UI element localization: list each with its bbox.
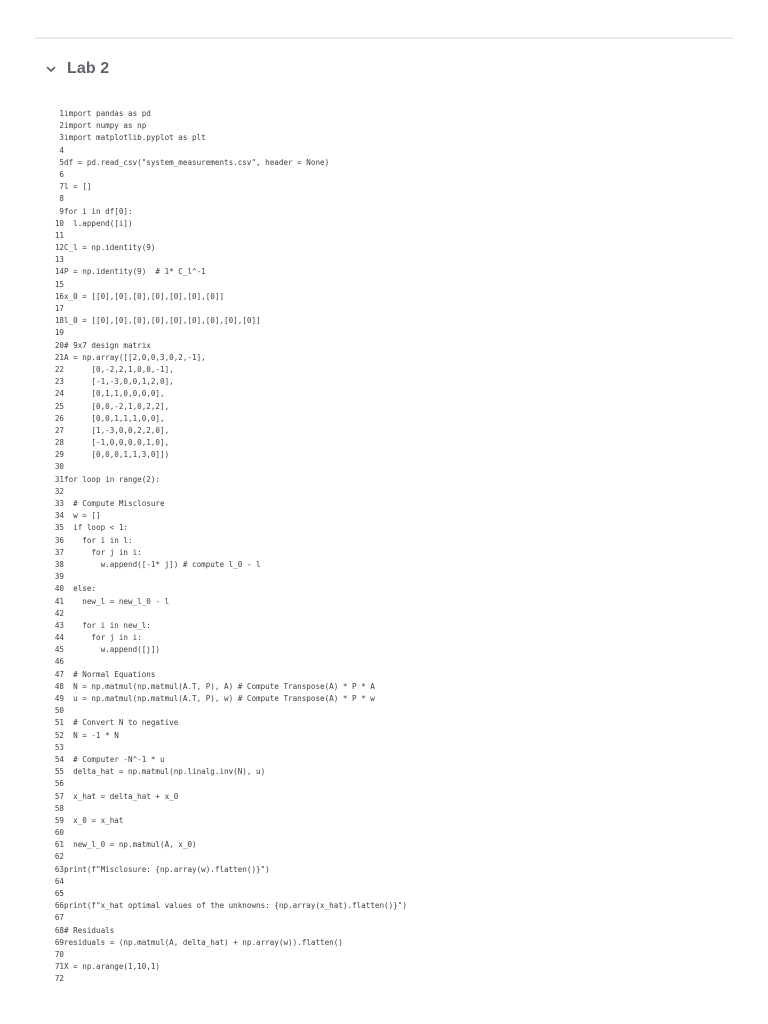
code-line [48, 461, 738, 473]
line-number: 32 [54, 486, 64, 496]
chevron-down-icon[interactable] [45, 63, 57, 75]
line-number: 13 [54, 255, 64, 265]
line-number: 69 [54, 937, 64, 947]
code-text [64, 608, 738, 620]
code-line [48, 315, 738, 327]
code-text: # Computer -N^-1 * u [64, 754, 165, 764]
code-text [64, 876, 738, 888]
line-number: 14 [54, 267, 64, 277]
line-number: 12 [54, 243, 64, 253]
line-number: 25 [54, 401, 64, 411]
line-number: 35 [54, 523, 64, 533]
code-text [64, 778, 738, 790]
code-text [64, 193, 738, 205]
code-line [48, 778, 738, 790]
code-line [48, 851, 738, 863]
code-text [64, 888, 738, 900]
code-text: N = np.matmul(np.matmul(A.T, P), A) # Compute Transpose(A) * P * A [64, 681, 375, 691]
code-text: X = np.arange(1,10,1) [64, 962, 161, 972]
code-line [48, 900, 738, 912]
code-text: for j in i: [64, 633, 142, 643]
line-number: 7 [59, 182, 64, 192]
code-text: [-1,0,0,0,0,1,0], [64, 438, 170, 448]
code-line [48, 206, 738, 218]
code-line [48, 230, 738, 242]
code-line [48, 864, 738, 876]
code-text [64, 949, 738, 961]
code-text: for i in l: [64, 535, 133, 545]
code-line [48, 559, 738, 571]
code-line [48, 742, 738, 754]
line-number: 6 [59, 169, 64, 179]
code-line [48, 937, 738, 949]
line-number: 1 [59, 109, 64, 118]
line-number: 43 [54, 620, 64, 630]
line-number: 52 [54, 730, 64, 740]
code-text [64, 827, 738, 839]
code-line [48, 583, 738, 595]
code-line [48, 791, 738, 803]
code-line [48, 498, 738, 510]
code-text: # Compute Misclosure [64, 499, 165, 508]
code-text: [0,0,0,1,1,3,0]]) [64, 450, 170, 460]
code-line [48, 681, 738, 693]
line-number: 61 [54, 840, 64, 850]
code-text [64, 973, 738, 985]
code-text: P = np.identity(9) # 1* C_l^-1 [64, 267, 206, 277]
line-number: 16 [54, 291, 64, 301]
code-line [48, 839, 738, 851]
code-text: [0,0,-2,1,0,2,2], [64, 401, 170, 411]
line-number: 27 [54, 425, 64, 435]
code-line [48, 973, 738, 985]
line-number: 18 [54, 316, 64, 326]
line-number: 68 [54, 925, 64, 935]
code-line [48, 425, 738, 437]
line-number: 17 [54, 304, 64, 313]
code-text [64, 303, 738, 315]
code-text: for loop in range(2): [64, 474, 161, 484]
code-line [48, 401, 738, 413]
code-line [48, 730, 738, 742]
line-number: 20 [54, 340, 64, 350]
code-text [64, 169, 738, 181]
line-number: 53 [54, 742, 64, 752]
line-number: 72 [54, 974, 64, 984]
line-number: 59 [54, 815, 64, 825]
code-text [64, 461, 738, 473]
code-text [64, 486, 738, 498]
line-number: 4 [59, 145, 64, 155]
code-text: if loop < 1: [64, 523, 129, 533]
line-number: 28 [54, 438, 64, 448]
code-text: w.append([j]) [64, 645, 161, 655]
line-number: 36 [54, 535, 64, 545]
code-text: import pandas as pd [64, 109, 151, 118]
code-text: print(f"Misclosure: {np.array(w).flatten()}") [64, 864, 270, 874]
line-number: 54 [54, 754, 64, 764]
line-number: 66 [54, 901, 64, 911]
line-number: 9 [59, 206, 64, 216]
code-line [48, 949, 738, 961]
code-cell[interactable] [48, 108, 738, 986]
code-text: [0,-2,2,1,0,0,-1], [64, 364, 174, 374]
line-number: 8 [59, 194, 64, 204]
line-number: 71 [54, 962, 64, 972]
line-number: 37 [54, 547, 64, 557]
code-line [48, 644, 738, 656]
code-line [48, 705, 738, 717]
code-text: l_0 = [[0],[0],[0],[0],[0],[0],[0],[0],[0]] [64, 316, 261, 326]
code-line [48, 364, 738, 376]
line-number: 15 [54, 279, 64, 289]
line-number: 3 [59, 133, 64, 143]
code-line [48, 754, 738, 766]
line-number: 31 [54, 474, 64, 484]
code-text: [0,0,1,1,1,0,0], [64, 413, 165, 423]
code-line [48, 961, 738, 973]
code-text [64, 803, 738, 815]
line-number: 45 [54, 645, 64, 655]
line-number: 40 [54, 584, 64, 594]
code-line [48, 803, 738, 815]
code-text: # Convert N to negative [64, 718, 179, 728]
line-number: 42 [54, 608, 64, 618]
code-text [64, 230, 738, 242]
code-line [48, 486, 738, 498]
code-text: import matplotlib.pyplot as plt [64, 133, 206, 143]
section-title: Lab 2 [67, 60, 110, 77]
line-number: 22 [54, 364, 64, 374]
code-line [48, 254, 738, 266]
code-line [48, 449, 738, 461]
line-number: 24 [54, 389, 64, 399]
line-number: 67 [54, 913, 64, 923]
code-line [48, 303, 738, 315]
line-number: 5 [59, 157, 64, 167]
code-text: [-1,-3,0,0,1,2,0], [64, 377, 174, 387]
code-text: # Normal Equations [64, 669, 156, 679]
code-text: else: [64, 584, 97, 594]
line-number: 23 [54, 377, 64, 387]
code-text: residuals = (np.matmul(A, delta_hat) + np.array(w)).flatten() [64, 937, 343, 947]
code-line [48, 352, 738, 364]
code-line [48, 632, 738, 644]
code-text: w = [] [64, 511, 101, 521]
code-text [64, 656, 738, 668]
code-text: [0,1,1,0,0,0,0], [64, 389, 165, 399]
code-line [48, 120, 738, 132]
code-text: print(f"x_hat optimal values of the unknowns: {np.array(x_hat).flatten()}") [64, 901, 407, 911]
line-number: 33 [54, 499, 64, 508]
line-number: 44 [54, 633, 64, 643]
line-number: 39 [54, 572, 64, 582]
code-text: delta_hat = np.matmul(np.linalg.inv(N), u) [64, 767, 266, 777]
code-text: x_0 = x_hat [64, 815, 124, 825]
line-number: 58 [54, 803, 64, 813]
code-line [48, 925, 738, 937]
code-text: C_l = np.identity(9) [64, 243, 156, 253]
section-header-toggle[interactable] [45, 58, 109, 80]
code-line [48, 547, 738, 559]
code-text [64, 254, 738, 266]
code-line [48, 510, 738, 522]
line-number: 62 [54, 852, 64, 862]
line-number: 50 [54, 706, 64, 716]
code-line [48, 596, 738, 608]
code-text: # 9x7 design matrix [64, 340, 151, 350]
code-text [64, 851, 738, 863]
code-text [64, 912, 738, 924]
code-text: # Residuals [64, 925, 115, 935]
code-line [48, 376, 738, 388]
code-line [48, 437, 738, 449]
code-text [64, 327, 738, 339]
code-line [48, 766, 738, 778]
code-text: w.append([-1* j]) # compute l_0 - l [64, 559, 261, 569]
code-text [64, 705, 738, 717]
code-text: import numpy as np [64, 121, 147, 131]
line-number: 41 [54, 596, 64, 606]
line-number: 26 [54, 413, 64, 423]
code-line [48, 535, 738, 547]
line-number: 11 [54, 230, 64, 240]
line-number: 21 [54, 352, 64, 362]
code-line [48, 132, 738, 144]
code-text [64, 742, 738, 754]
code-text: x_0 = [[0],[0],[0],[0],[0],[0],[0]] [64, 291, 225, 301]
line-number: 46 [54, 657, 64, 667]
line-number: 19 [54, 328, 64, 338]
line-number: 34 [54, 511, 64, 521]
code-line [48, 888, 738, 900]
code-text: l = [] [64, 182, 92, 192]
line-number: 47 [54, 669, 64, 679]
code-line [48, 145, 738, 157]
code-line [48, 608, 738, 620]
line-number: 10 [54, 218, 64, 228]
line-number: 30 [54, 462, 64, 472]
code-text: new_l = new_l_0 - l [64, 596, 170, 606]
line-number: 56 [54, 779, 64, 789]
line-number: 51 [54, 718, 64, 728]
code-text: [1,-3,0,0,2,2,0], [64, 425, 170, 435]
code-line [48, 413, 738, 425]
line-number: 65 [54, 889, 64, 898]
code-line [48, 181, 738, 193]
line-number: 48 [54, 681, 64, 691]
code-line [48, 717, 738, 729]
code-line [48, 193, 738, 205]
line-number: 70 [54, 949, 64, 959]
code-text: new_l_0 = np.matmul(A, x_0) [64, 840, 197, 850]
code-line [48, 157, 738, 169]
code-line [48, 815, 738, 827]
code-text: for i in new_l: [64, 620, 151, 630]
code-line [48, 242, 738, 254]
code-text: for j in i: [64, 547, 142, 557]
code-line [48, 266, 738, 278]
code-text: N = -1 * N [64, 730, 119, 740]
top-divider [35, 37, 733, 39]
code-text [64, 571, 738, 583]
code-line [48, 291, 738, 303]
code-line [48, 279, 738, 291]
code-line [48, 522, 738, 534]
code-line [48, 827, 738, 839]
code-line [48, 669, 738, 681]
code-line [48, 571, 738, 583]
line-number: 64 [54, 876, 64, 886]
code-text: x_hat = delta_hat + x_0 [64, 791, 179, 801]
code-line [48, 108, 738, 120]
line-number: 55 [54, 767, 64, 777]
code-text [64, 279, 738, 291]
code-text: u = np.matmul(np.matmul(A.T, P), w) # Compute Transpose(A) * P * w [64, 694, 375, 703]
code-line [48, 693, 738, 705]
code-text: for i in df[0]: [64, 206, 133, 216]
code-line [48, 388, 738, 400]
line-number: 29 [54, 450, 64, 460]
code-line [48, 327, 738, 339]
code-line [48, 656, 738, 668]
line-number: 2 [59, 121, 64, 131]
line-number: 60 [54, 828, 64, 838]
code-text: A = np.array([[2,0,0,3,0,2,-1], [64, 352, 206, 362]
line-number: 49 [54, 694, 64, 703]
line-number: 57 [54, 791, 64, 801]
line-number: 38 [54, 559, 64, 569]
code-line [48, 218, 738, 230]
code-text [64, 145, 738, 157]
code-line [48, 474, 738, 486]
code-line [48, 876, 738, 888]
code-line [48, 169, 738, 181]
line-number: 63 [54, 864, 64, 874]
code-line [48, 340, 738, 352]
code-line [48, 912, 738, 924]
code-text: df = pd.read_csv("system_measurements.csv", header = None) [64, 157, 330, 167]
code-line [48, 620, 738, 632]
code-text: l.append([i]) [64, 218, 133, 228]
